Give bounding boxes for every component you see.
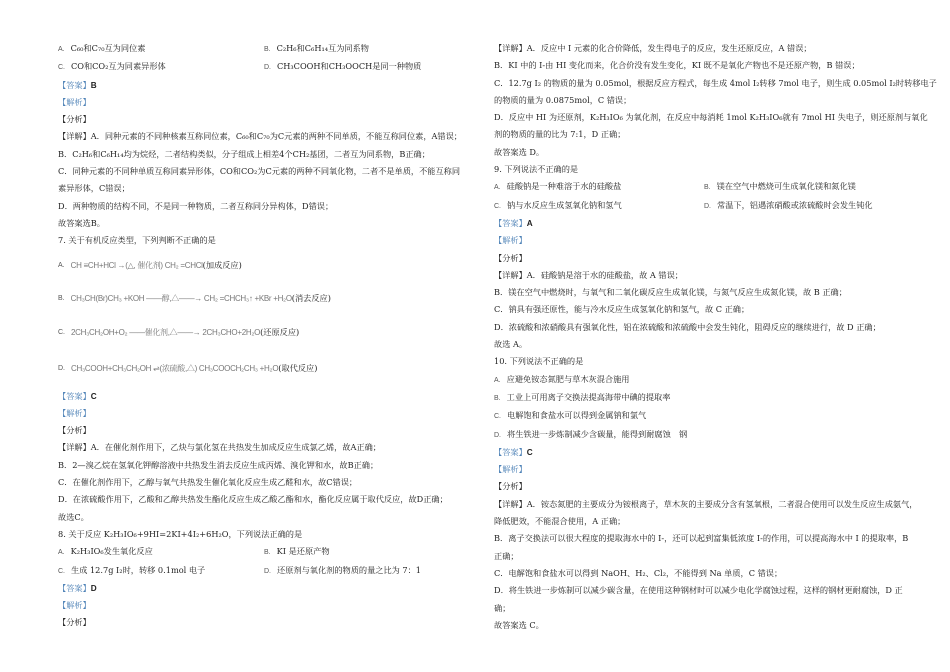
equation: CH₃COOH+CH₃CH₂OH ⇌(浓硫酸,△) CH₃COOCH₂CH₃ +H₂O: [71, 363, 279, 373]
answer-label: 【答案】: [494, 446, 527, 457]
q6-detail-line: 故答案选B。: [58, 217, 105, 228]
q10-detail-line: D．将生铁进一步炼制可以减少碳含量，在使用这种钢材时可以减少电化学腐蚀过程，这样的钢材更耐腐蚀，D 正: [494, 585, 903, 596]
q10-option-d: [494, 426, 914, 444]
q9-option-b: 镁在空气中燃烧可生成氧化镁和氮化镁: [716, 181, 856, 192]
option-letter: D.: [58, 364, 65, 372]
q10-detail-line: 正确；: [494, 550, 519, 561]
answer-label: 【答案】: [494, 217, 527, 228]
q7-detail-line: 故选C。: [58, 511, 89, 522]
q10-option-b: [494, 389, 914, 407]
q8-option-b: KI 是还原产物: [276, 546, 330, 557]
q8-answer: [58, 580, 470, 597]
q7-answer: [58, 388, 470, 405]
option-text: 工业上可用离子交换法提高海带中碘的提取率: [506, 391, 671, 402]
q9-option-a: 硅酸钠是一种难溶于水的硅酸盐: [506, 181, 622, 192]
option-text: 将生铁进一步炼制减少含碳量，能得到耐腐蚀 钢: [507, 428, 688, 439]
option-letter: B.: [704, 184, 711, 192]
q8-jiexi-label: 【解析】: [58, 600, 91, 611]
q6-detail-line: 素异形体，C错误；: [58, 183, 130, 194]
option-letter: C.: [58, 328, 65, 336]
option-text: 应避免铵态氮肥与草木灰混合施用: [506, 373, 630, 384]
q9-answer: [494, 215, 914, 232]
q8-option-a: K₂H₃IO₆发生氧化反应: [70, 546, 153, 557]
q9-fenxi-label: 【分析】: [494, 252, 527, 263]
q8-options-row-1: [58, 543, 470, 561]
q10-option-a: [494, 371, 914, 389]
q6-options-row-1: [58, 40, 470, 58]
option-letter: C.: [58, 64, 65, 72]
reaction-type: (加成反应): [202, 259, 242, 270]
answer-value: B: [90, 80, 97, 90]
q10-detail-line: 确；: [494, 602, 511, 613]
equation: CH₃CH(Br)CH₃ +KOH ——醇,△——→ CH₂ =CHCH₃↑ +KBr +H₂O: [70, 293, 292, 303]
q6-detail-line: D．两种物质的结构不同，不是同一种物质，二者互称同分异构体，D错误；: [58, 200, 334, 211]
equation: 2CH₃CH₂OH+O₂ ——催化剂,△——→ 2CH₃CHO+2H₂O: [71, 327, 261, 337]
q8-option-c: 生成 12.7g I₂时，转移 0.1mol 电子: [71, 564, 206, 575]
q10-jiexi-label: 【解析】: [494, 464, 527, 475]
q8-detail-line: 剂的物质的量的比为 7:1，D 正确；: [494, 129, 626, 140]
q10-fenxi-label: 【分析】: [494, 481, 527, 492]
q8-detail-line: 的物质的量为 0.0875mol，C 错误；: [494, 94, 632, 105]
q9-options-row-2: [494, 197, 914, 215]
q6-jiexi-label: 【解析】: [58, 96, 91, 107]
q7-option-a: [58, 250, 470, 282]
q8-detail-line: 【详解】A．反应中 I 元素的化合价降低，发生得电子的反应，发生还原反应，A 错误；: [494, 43, 812, 53]
q6-answer: [58, 77, 470, 94]
q9-option-c: 钠与水反应生成氢氧化钠和氢气: [507, 199, 622, 210]
q9-option-d: 常温下，铝遇浓硝酸或浓硫酸时会发生钝化: [717, 199, 873, 210]
option-letter: B.: [494, 394, 501, 402]
answer-value: C: [90, 391, 97, 401]
q7-fenxi-label: 【分析】: [58, 425, 91, 436]
option-text: 电解饱和食盐水可以得到金属钠和氯气: [507, 410, 647, 421]
q7-detail-line: B．2—溴乙烷在氢氧化钾醇溶液中共热发生消去反应生成丙烯、溴化钾和水，故B正确；: [58, 459, 379, 470]
option-letter: C.: [58, 567, 65, 575]
q9-jiexi-label: 【解析】: [494, 235, 527, 246]
option-letter: D.: [494, 431, 501, 439]
q10-answer: [494, 444, 914, 461]
q7-jiexi-label: 【解析】: [58, 407, 91, 418]
q6-detail-line: B．C₂H₆和C₆H₁₄均为烷烃，二者结构类似，分子组成上相差4个CH₂基团，二者互为同系物，B正确；: [58, 148, 430, 159]
option-letter: B.: [58, 294, 65, 302]
q8-option-d: 还原剂与氧化剂的物质的量之比为 7：1: [277, 564, 422, 575]
option-letter: D.: [264, 64, 271, 72]
q9-title: 9. 下列说法不正确的是: [494, 164, 579, 175]
q6-detail-line: C．同种元素的不同种单质互称同素异形体，CO和CO₂为C元素的两种不同氧化物，二者不是单质，不能互称同: [58, 166, 461, 177]
option-letter: A.: [494, 184, 501, 192]
reaction-type: (取代反应): [278, 362, 318, 373]
q10-title: 10. 下列说法不正确的是: [494, 356, 584, 367]
q7-option-b: [58, 282, 470, 316]
q8-fenxi-label: 【分析】: [58, 617, 91, 628]
answer-value: D: [90, 583, 97, 593]
q7-title: 7. 关于有机反应类型，下列判断不正确的是: [58, 235, 216, 246]
q10-detail-line: C．电解饱和食盐水可以得到 NaOH、H₂、Cl₂，不能得到 Na 单质，C 错误；: [494, 567, 783, 578]
q9-detail-line: B．镁在空气中燃烧时，与氧气和二氧化碳反应生成氧化镁，与氮气反应生成氮化镁，故 B 正确；: [494, 287, 847, 298]
q8-options-row-2: [58, 562, 470, 580]
q7-detail-line: 【详解】A．在催化剂作用下，乙炔与氯化氢在共热发生加成反应生成氯乙烯，故A正确；: [58, 442, 381, 453]
q6-option-a: C₆₀和C₇₀互为同位素: [70, 43, 146, 53]
q8-detail-line: D．反应中 HI 为还原剂，K₂H₃IO₆ 为氧化剂，在反应中每消耗 1mol K₂H₃IO₆就有 7mol HI 失电子，则还原剂与氧化: [494, 112, 928, 123]
q9-detail-line: 故选 A。: [494, 339, 528, 350]
answer-value: A: [526, 218, 533, 228]
q9-detail-line: D．浓硫酸和浓硝酸具有强氧化性，铝在浓硫酸和浓硫酸中会发生钝化，阻碍反应的继续进行，故 D 正确；: [494, 321, 881, 332]
q9-options-row-1: [494, 178, 914, 196]
option-letter: D.: [704, 202, 711, 210]
q6-fenxi-label: 【分析】: [58, 114, 91, 125]
option-letter: C.: [494, 202, 501, 210]
q8-title: 8. 关于反应 K₂H₃IO₆+9HI=2KI+4I₂+6H₂O，下列说法正确的是: [58, 528, 303, 539]
q7-option-d: [58, 350, 470, 388]
option-letter: C.: [494, 413, 501, 421]
q6-option-d: CH₃COOH和CH₃OOCH是同一种物质: [277, 61, 422, 72]
q7-detail-line: C．在催化剂作用下，乙醇与氧气共热发生催化氧化反应生成乙醛和水，故C错误；: [58, 477, 358, 488]
option-letter: A.: [58, 261, 65, 269]
q10-detail-line: 故答案选 C。: [494, 619, 544, 630]
option-letter: D.: [264, 567, 271, 575]
option-letter: B.: [264, 549, 271, 557]
q10-option-c: [494, 407, 914, 425]
q6-option-c: CO和CO₂互为同素异形体: [71, 61, 166, 72]
q7-option-c: [58, 316, 470, 350]
q6-option-b: C₂H₆和C₆H₁₄互为同系物: [276, 43, 369, 53]
answer-label: 【答案】: [58, 390, 91, 401]
q9-detail-line: 【详解】A．硅酸钠是溶于水的硅酸盐，故 A 错误；: [494, 269, 683, 280]
option-letter: A.: [58, 549, 65, 557]
q8-detail-line: C．12.7g I₂ 的物质的量为 0.05mol，根据反应方程式，每生成 4mol I₂转移 7mol 电子，则生成 0.05mol I₂时转移电子: [494, 77, 937, 88]
q10-detail-line: 降低肥效，不能混合使用，A 正确；: [494, 516, 626, 527]
answer-value: C: [526, 447, 533, 457]
answer-label: 【答案】: [58, 582, 91, 593]
q8-detail-line: 故答案选 D。: [494, 146, 545, 157]
option-letter: A.: [58, 46, 65, 53]
q7-detail-line: D．在浓硫酸作用下，乙酸和乙醇共热发生酯化反应生成乙酸乙酯和水，酯化反应属于取代反应，故D正确；: [58, 494, 448, 505]
q9-detail-line: C．钠具有强还原性，能与冷水反应生成氢氧化钠和氢气，故 C 正确；: [494, 304, 750, 315]
answer-label: 【答案】: [58, 79, 91, 90]
q10-detail-line: 【详解】A．铵态氮肥的主要成分为铵根离子，草木灰的主要成分含有氢氧根，二者混合使用可以发生反应生成氨气，: [494, 498, 918, 509]
reaction-type: (还原反应): [260, 326, 300, 337]
option-letter: A.: [494, 376, 501, 384]
left-column: [58, 40, 470, 632]
option-letter: B.: [264, 46, 271, 53]
q10-detail-line: B．离子交换法可以很大程度的提取海水中的 I-，还可以起到富集低浓度 I-的作用，可以提高海水中 I 的提取率，B: [494, 533, 909, 544]
q8-detail-line: B．KI 中的 I-由 HI 变化而来，化合价没有发生变化，KI 既不是氧化产物也不是还原产物，B 错误；: [494, 60, 860, 71]
equation: CH ≡CH+HCl →(△, 催化剂) CH₂ =CHCl: [70, 260, 203, 270]
right-column: [494, 40, 937, 634]
q6-detail-line: 【详解】A．同种元素的不同种核素互称同位素，C₆₀和C₇₀为C元素的两种不同单质，不能互称同位素，A错误；: [58, 131, 462, 142]
q6-options-row-2: [58, 58, 470, 76]
reaction-type: (消去反应): [291, 292, 331, 303]
